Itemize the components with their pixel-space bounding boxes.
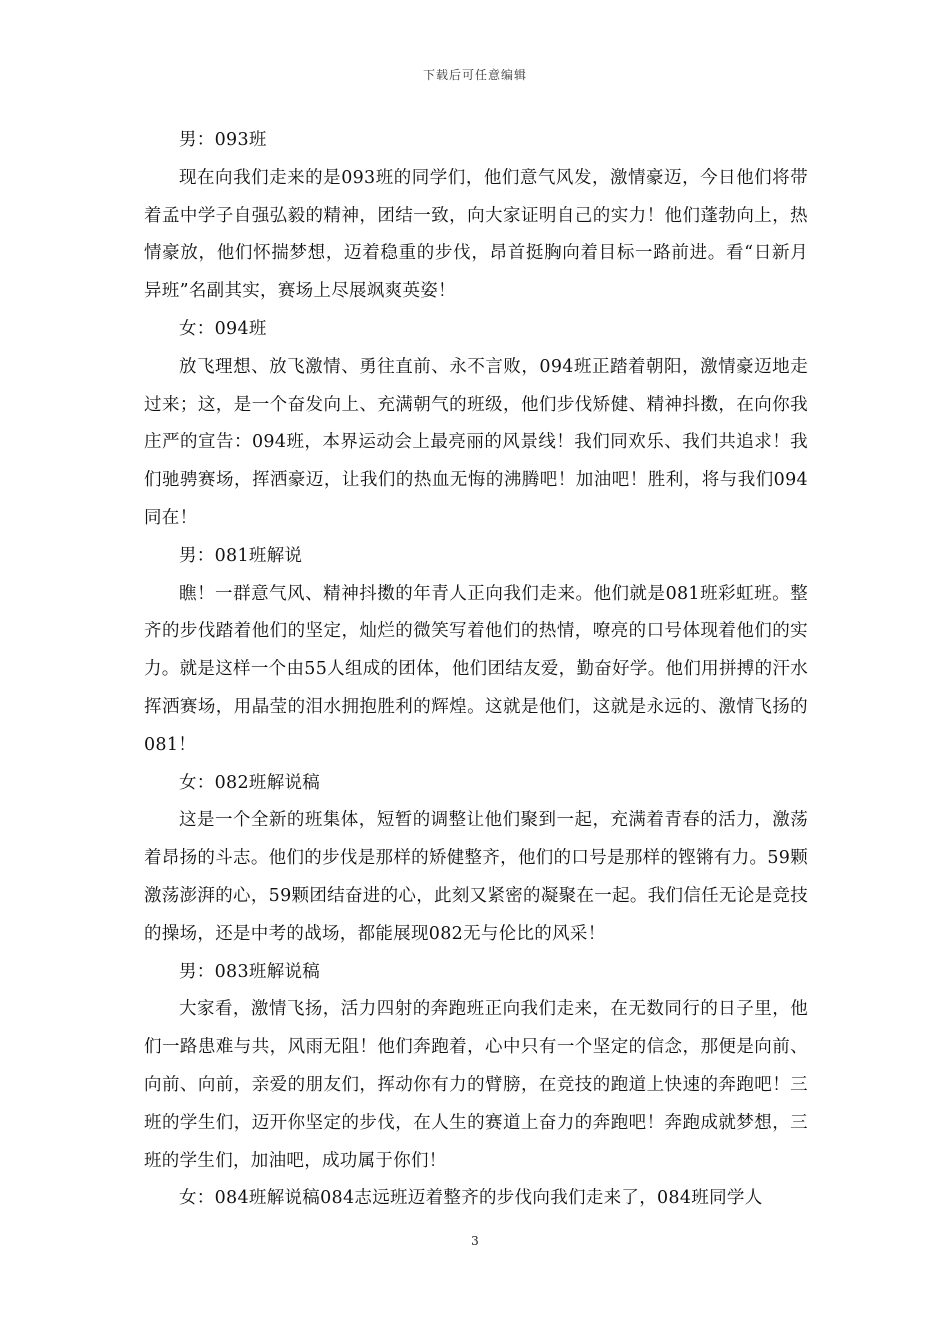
speaker-label: 女：094班 <box>179 318 267 339</box>
commentary-paragraph: 这是一个全新的班集体，短暂的调整让他们聚到一起，充满着青春的活力，激荡着昂扬的斗志。他们的步伐是那样的矫健整齐，他们的口号是那样的铿锵有力。59颗激荡澎湃的心，59颗团结奋进的心，此刻又紧密的凝聚在一起。我们信任无论是竞技的操场，还是中考的战场，都能展现082无与伦比的风采！ <box>144 810 808 944</box>
commentary-paragraph: 现在向我们走来的是093班的同学们，他们意气风发，激情豪迈，今日他们将带着孟中学子自强弘毅的精神，团结一致，向大家证明自己的实力！他们蓬勃向上，热情豪放，他们怀揣梦想，迈着稳重的步伐，昂首挺胸向着目标一路前进。看“日新月异班”名副其实，赛场上尽展飒爽英姿！ <box>144 167 808 302</box>
speaker-label: 男：093班 <box>179 130 267 150</box>
speaker-label: 女：082班解说稿 <box>179 772 321 793</box>
page-header: 下载后可任意编辑 <box>422 68 527 82</box>
document-body <box>144 122 808 1218</box>
commentary-paragraph: 女：084班解说稿084志远班迈着整齐的步伐向我们走来了，084班同学人 <box>179 1188 763 1209</box>
commentary-paragraph: 瞧！一群意气风、精神抖擞的年青人正向我们走来。他们就是081班彩虹班。整齐的步伐踏着他们的坚定，灿烂的微笑写着他们的热情，嘹亮的口号体现着他们的实力。就是这样一个由55人组成的团体，他们团结友爱，勤奋好学。他们用拼搏的汗水挥洒赛场，用晶莹的泪水拥抱胜利的辉煌。这就是他们，这就是永远的、激情飞扬的081！ <box>144 583 808 755</box>
page-number: 3 <box>471 1234 479 1248</box>
speaker-label: 男：083班解说稿 <box>179 961 321 982</box>
commentary-paragraph: 大家看，激情飞扬，活力四射的奔跑班正向我们走来，在无数同行的日子里，他们一路患难与共，风雨无阻！他们奔跑着，心中只有一个坚定的信念，那便是向前、向前、向前，亲爱的朋友们，挥动你有力的臂膀，在竞技的跑道上快速的奔跑吧！三班的学生们，迈开你坚定的步伐，在人生的赛道上奋力的奔跑吧！奔跑成就梦想，三班的学生们，加油吧，成功属于你们！ <box>144 999 808 1171</box>
speaker-label: 男：081班解说 <box>179 545 303 566</box>
commentary-paragraph: 放飞理想、放飞激情、勇往直前、永不言败，094班正踏着朝阳，激情豪迈地走过来；这，是一个奋发向上、充满朝气的班级，他们步伐矫健、精神抖擞，在向你我庄严的宣告：094班，本界运动会上最亮丽的风景线！我们同欢乐、我们共追求！我们驰骋赛场，挥洒豪迈，让我们的热血无悔的沸腾吧！加油吧！胜利，将与我们094同在！ <box>144 356 808 528</box>
